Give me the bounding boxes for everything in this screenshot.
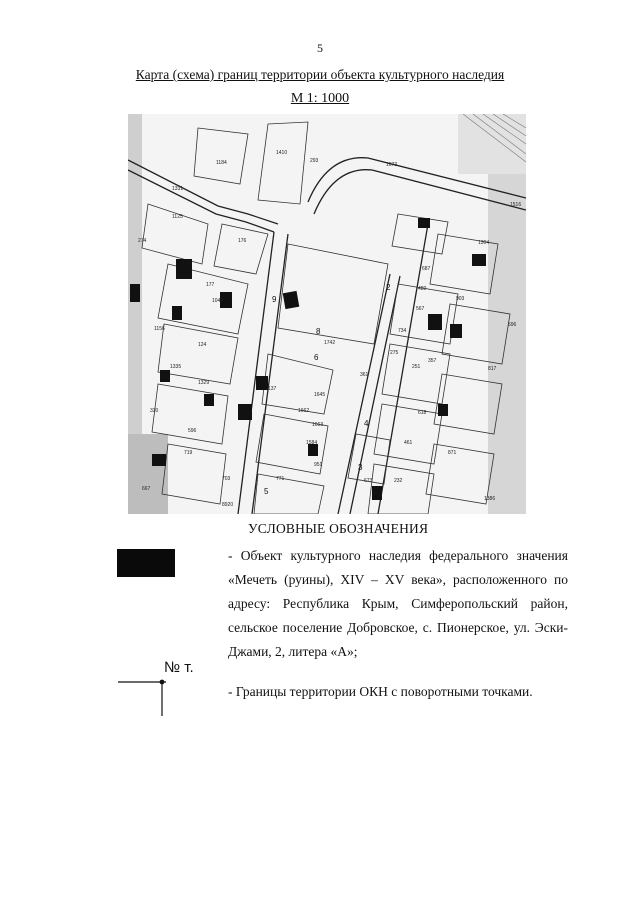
page-number: 5 (317, 41, 323, 55)
svg-text:330: 330 (150, 408, 159, 414)
svg-text:5: 5 (264, 487, 269, 496)
svg-text:1044: 1044 (212, 298, 224, 304)
map-scale (0, 91, 640, 107)
svg-text:361: 361 (360, 372, 369, 378)
svg-text:1645: 1645 (314, 392, 326, 398)
svg-text:1304: 1304 (478, 240, 490, 246)
svg-text:9: 9 (272, 295, 277, 304)
svg-text:461: 461 (404, 440, 413, 446)
legend-heading: УСЛОВНЫЕ ОБОЗНАЧЕНИЯ (248, 521, 429, 536)
svg-text:4: 4 (364, 419, 369, 428)
svg-text:1331: 1331 (172, 186, 184, 192)
svg-text:734: 734 (398, 328, 407, 334)
svg-text:480: 480 (418, 286, 427, 292)
svg-text:8: 8 (316, 327, 321, 336)
svg-text:2: 2 (386, 283, 391, 292)
svg-text:667: 667 (142, 486, 151, 492)
svg-text:293: 293 (310, 158, 319, 164)
svg-text:1662: 1662 (298, 408, 310, 414)
svg-text:951: 951 (314, 462, 323, 468)
svg-text:1584: 1584 (306, 440, 318, 446)
legend-boundary-text: - Границы территории ОКН с поворотными точками. (228, 684, 533, 699)
svg-text:596: 596 (508, 322, 517, 328)
svg-text:1663: 1663 (312, 422, 324, 428)
svg-text:596: 596 (188, 428, 197, 434)
svg-text:618: 618 (418, 410, 427, 416)
svg-text:274: 274 (138, 238, 147, 244)
svg-text:719: 719 (184, 450, 193, 456)
svg-text:8920: 8920 (222, 502, 234, 508)
svg-text:903: 903 (456, 296, 465, 302)
legend-heritage-object-swatch (117, 549, 175, 577)
svg-text:1125: 1125 (172, 214, 183, 220)
svg-text:177: 177 (206, 282, 215, 288)
svg-text:673: 673 (364, 478, 373, 484)
cadastral-map (128, 114, 526, 514)
legend-heritage-object-text: - Объект культурного наследия федерального значения «Мечеть (руины), XIV – XV века», расположенного по адресу: Республика Крым, Симферопольский район, сельское поселение Добровское, с. Пионерское, ул. Эски-Джами, 2, литера «А»; (228, 548, 568, 659)
svg-text:1386: 1386 (484, 496, 496, 502)
svg-text:1742: 1742 (324, 340, 336, 346)
svg-text:176: 176 (238, 238, 247, 244)
map-scale-text: М 1: 1000 (290, 91, 350, 106)
svg-text:703: 703 (222, 476, 231, 482)
svg-text:687: 687 (422, 266, 431, 272)
cadastral-map-drawing (128, 114, 526, 514)
svg-text:275: 275 (390, 350, 399, 356)
svg-text:232: 232 (394, 478, 403, 484)
map-title (0, 67, 640, 83)
legend-boundary-point-label: № т. (164, 659, 194, 676)
svg-text:3: 3 (358, 463, 363, 472)
svg-text:251: 251 (412, 364, 421, 370)
svg-text:357: 357 (428, 358, 437, 364)
svg-text:567: 567 (416, 306, 425, 312)
svg-text:871: 871 (448, 450, 457, 456)
svg-text:1184: 1184 (216, 160, 227, 166)
svg-text:1516: 1516 (510, 202, 522, 208)
svg-text:817: 817 (488, 366, 497, 372)
svg-text:1673: 1673 (386, 162, 398, 168)
svg-text:1329: 1329 (198, 380, 210, 386)
svg-text:6: 6 (314, 353, 319, 362)
svg-text:124: 124 (198, 342, 207, 348)
svg-text:1156: 1156 (154, 326, 165, 332)
svg-text:1335: 1335 (170, 364, 182, 370)
svg-text:137: 137 (268, 386, 277, 392)
map-title-text: Карта (схема) границ территории объекта культурного наследия (135, 67, 505, 82)
svg-text:1410: 1410 (276, 150, 288, 156)
svg-text:771: 771 (276, 476, 285, 482)
